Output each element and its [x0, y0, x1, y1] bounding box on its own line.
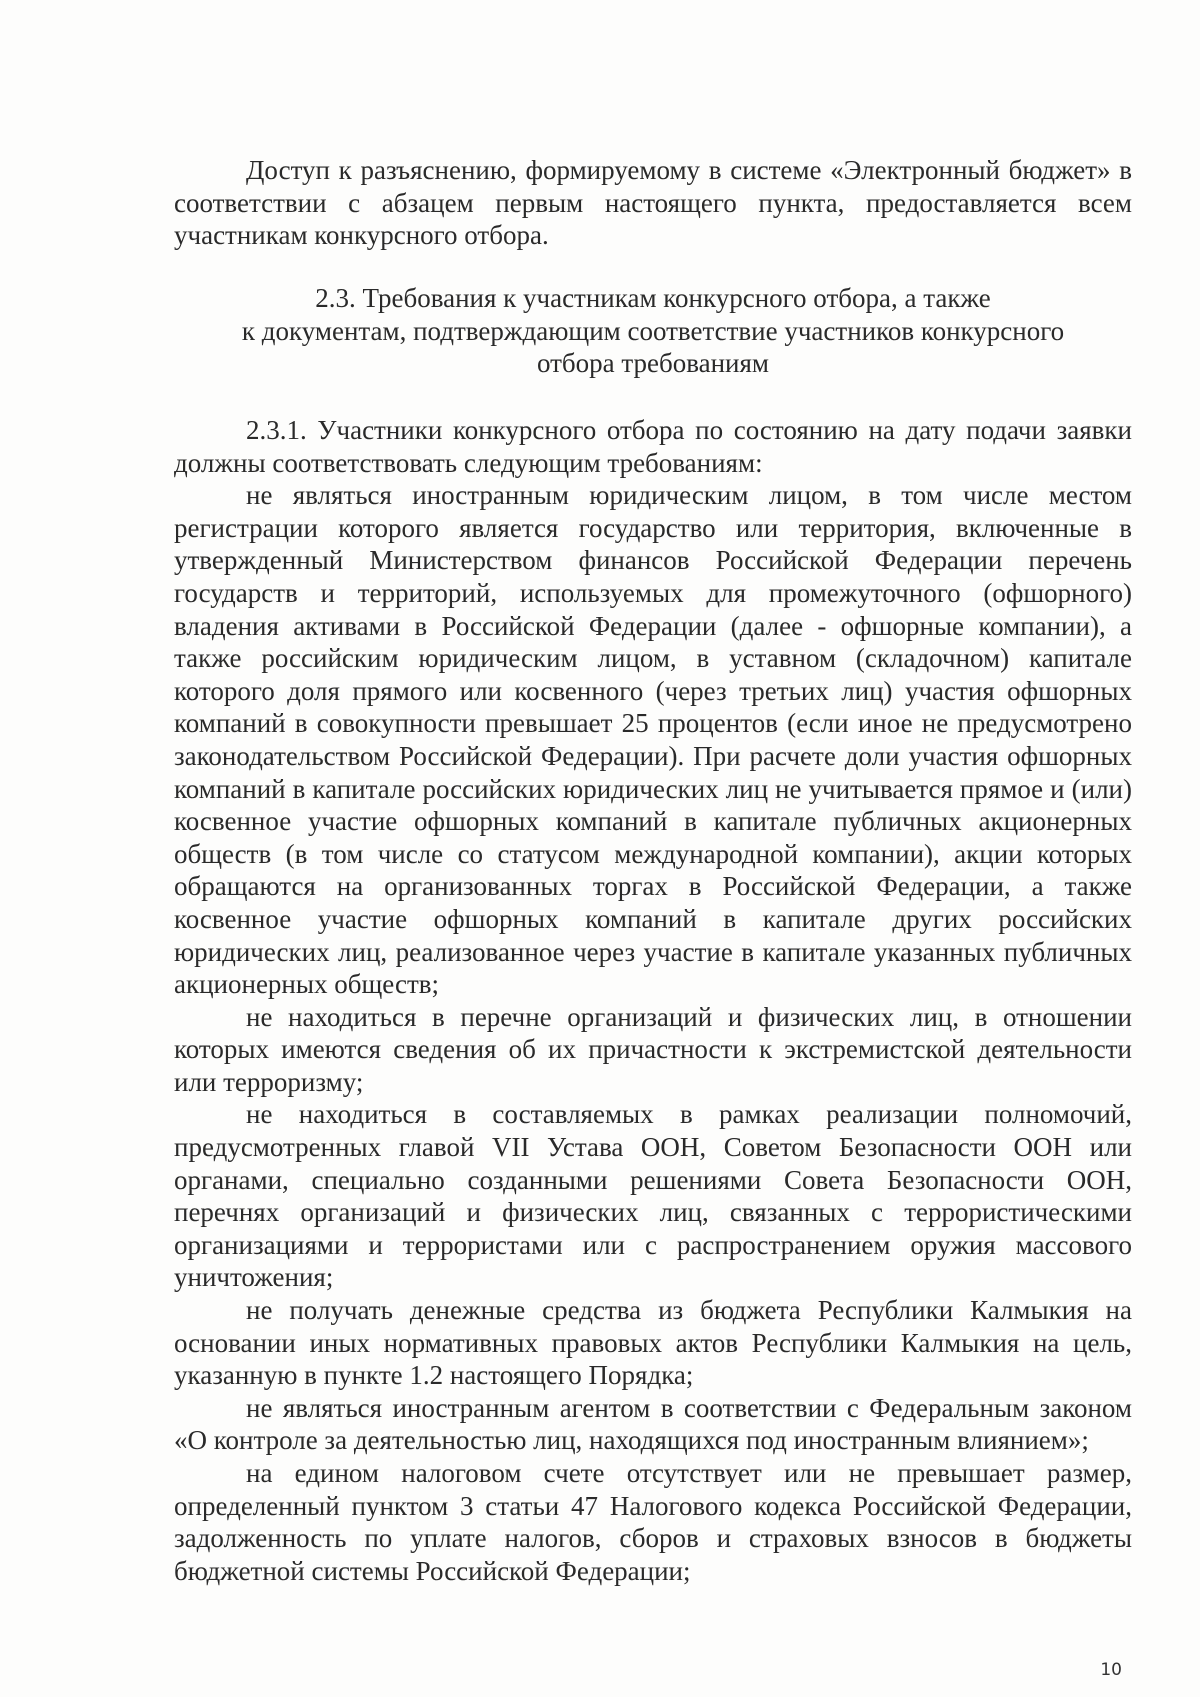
requirement-item-tax-debt: на едином налоговом счете отсутствует или не превышает размер, определенный пунктом 3 статьи 47 Налогового кодекса Российской Федерации, задолженность по уплате налогов, сборов и страховых взносов в бюджеты бюджетной системы Российской Федерации; — [174, 1458, 1132, 1586]
intro-section — [174, 154, 1132, 252]
requirements-lead: 2.3.1. Участники конкурсного отбора по состоянию на дату подачи заявки должны соответствовать следующим требованиям: — [174, 415, 1132, 478]
section-title — [174, 282, 1132, 380]
heading-line-3: отбора требованиям — [536, 348, 770, 379]
requirements-section — [174, 414, 1132, 1587]
requirement-item-un-lists: не находиться в составляемых в рамках реализации полномочий, предусмотренных главой VII Устава ООН, Советом Безопасности ООН или органами, специально созданными решениями Совета Безопасности ООН, перечнях организаций и физических лиц, связанных с террористическими организациями и террористами или с распространением оружия массового уничтожения; — [174, 1099, 1132, 1293]
requirement-item-extremism: не находиться в перечне организаций и физических лиц, в отношении которых имеются сведения об их причастности к экстремистской деятельности или терроризму; — [174, 1001, 1132, 1097]
requirement-item-budget-funds: не получать денежные средства из бюджета Республики Калмыкия на основании иных нормативных правовых актов Республики Калмыкия на цель, указанную в пункте 1.2 настоящего Порядка; — [174, 1295, 1132, 1391]
heading-line-2: к документам, подтверждающим соответствие участников конкурсного — [241, 315, 1065, 346]
section-heading — [174, 282, 1132, 380]
requirement-item-offshore: не являться иностранным юридическим лицом, в том числе местом регистрации которого является государство или территория, включенные в утвержденный Министерством финансов Российской Федерации перечень государств и территорий, используемых для промежуточного (офшорного) владения активами в Российской Федерации (далее - офшорные компании), а также российским юридическим лицом, в уставном (складочном) капитале которого доля прямого или косвенного (через третьих лиц) участия офшорных компаний в совокупности превышает 25 процентов (если иное не предусмотрено законодательством Российской Федерации). При расчете доли участия офшорных компаний в капитале российских юридических лиц не учитывается прямое и (или) косвенное участие офшорных компаний в капитале публичных акционерных обществ (в том числе со статусом международной компании), акции которых обращаются на организованных торгах в Российской Федерации, а также косвенное участие офшорных компаний в капитале других российских юридических лиц, реализованное через участие в капитале указанных публичных акционерных обществ; — [174, 480, 1132, 1000]
intro-paragraph: Доступ к разъяснению, формируемому в системе «Электронный бюджет» в соответствии с абзацем первым настоящего пункта, предоставляется всем участникам конкурсного отбора. — [174, 155, 1132, 251]
requirement-item-foreign-agent: не являться иностранным агентом в соответствии с Федеральным законом «О контроле за деятельностью лиц, находящихся под иностранным влиянием»; — [174, 1392, 1132, 1456]
heading-line-1: 2.3. Требования к участникам конкурсного отбора, а также — [315, 283, 991, 313]
page-number: 10 — [1100, 1660, 1122, 1680]
